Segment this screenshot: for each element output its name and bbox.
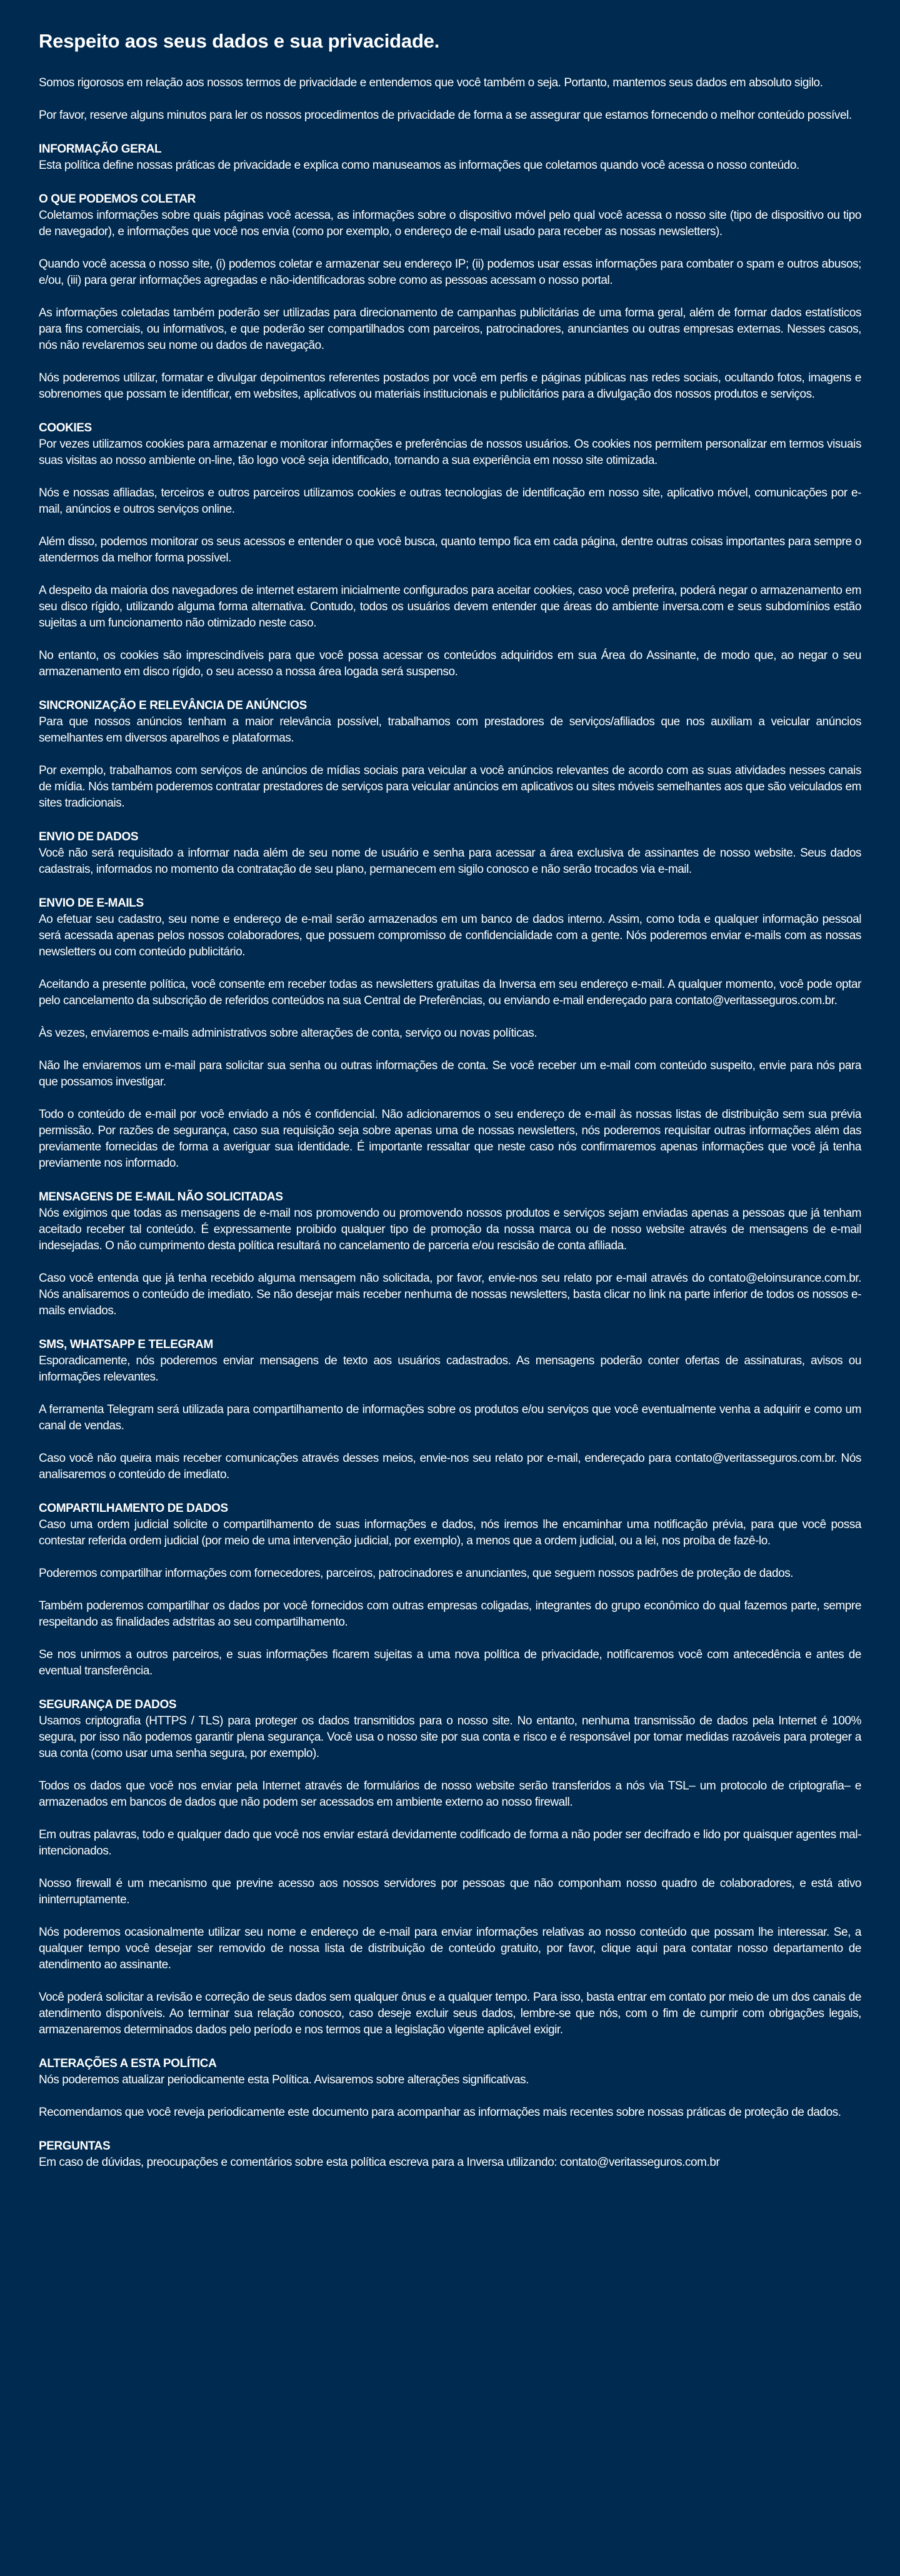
section-paragraph: Caso uma ordem judicial solicite o compartilhamento de suas informações e dados, nós iremos lhe encaminhar uma notificação prévia, para que você possa contestar referida ordem judicial (por meio de uma intervenção judicial, por exemplo), a menos que a ordem judicial, ou a lei, nos proíba de fazê-lo. bbox=[39, 1518, 861, 1547]
section-paragraph: Nós poderemos ocasionalmente utilizar seu nome e endereço de e-mail para enviar informações relativas ao nosso conteúdo que possam lhe interessar. Se, a qualquer tempo você desejar ser removido de nossa lista de distribuição de conteúdo gratuito, por favor, clique aqui para contatar nosso departamento de atendimento ao assinante. bbox=[39, 1926, 861, 1971]
section-heading: MENSAGENS DE E-MAIL NÃO SOLICITADAS bbox=[39, 1190, 283, 1204]
section-paragraph: Você poderá solicitar a revisão e correção de seus dados sem qualquer ônus e a qualquer tempo. Para isso, basta entrar em contato por meio de um dos canais de atendimento disponíveis. Ao terminar sua relação conosco, caso deseje excluir seus dados, lembre-se que nós, com o fim de cumprir com obrigações legais, armazenaremos determinados dados pelo período e nos termos que a legislação vigente aplicável exigir. bbox=[39, 1991, 861, 2036]
section-paragraph: Nós poderemos atualizar periodicamente esta Política. Avisaremos sobre alterações significativas. bbox=[39, 2073, 529, 2086]
section-paragraph: A despeito da maioria dos navegadores de internet estarem inicialmente configurados para aceitar cookies, caso você preferira, poderá negar o armazenamento em seu disco rígido, utilizando alguma forma alternativa. Contudo, todos os usuários devem entender que áreas do ambiente inversa.com e seus subdomínios estão sujeitas a um funcionamento não otimizado neste caso. bbox=[39, 584, 861, 630]
section-paragraph: Nós e nossas afiliadas, terceiros e outros parceiros utilizamos cookies e outras tecnologias de identificação em nosso site, aplicativo móvel, comunicações por e-mail, anúncios e outros serviços online. bbox=[39, 486, 861, 516]
policy-section bbox=[39, 75, 861, 124]
policy-section bbox=[39, 1337, 861, 1483]
policy-section bbox=[39, 829, 861, 878]
section-paragraph: No entanto, os cookies são imprescindíveis para que você possa acessar os conteúdos adquiridos em sua Área do Assinante, de modo que, ao negar o seu armazenamento em disco rígido, o seu acesso a nossa área logada será suspenso. bbox=[39, 649, 861, 678]
section-paragraph: Todos os dados que você nos enviar pela Internet através de formulários de nosso website serão transferidos a nós via TSL– um protocolo de criptografia– e armazenados em bancos de dados que não podem ser acessados em ambiente externo ao nosso firewall. bbox=[39, 1779, 861, 1809]
policy-section bbox=[39, 2138, 861, 2171]
section-paragraph: Em outras palavras, todo e qualquer dado que você nos enviar estará devidamente codificado de forma a não poder ser decifrado e lido por quaisquer agentes mal-intencionados. bbox=[39, 1828, 861, 1858]
section-heading: ENVIO DE DADOS bbox=[39, 830, 139, 843]
section-paragraph: Para que nossos anúncios tenham a maior relevância possível, trabalhamos com prestadores de serviços/afiliados que nos auxiliam a veicular anúncios semelhantes em diversos aparelhos e plataformas. bbox=[39, 715, 861, 745]
section-paragraph: Caso você não queira mais receber comunicações através desses meios, envie-nos seu relato por e-mail, endereçado para contato@veritasseguros.com.br. Nós analisaremos o conteúdo de imediato. bbox=[39, 1452, 861, 1481]
policy-section bbox=[39, 1189, 861, 1319]
policy-section bbox=[39, 420, 861, 680]
section-paragraph: Ao efetuar seu cadastro, seu nome e endereço de e-mail serão armazenados em um banco de dados interno. Assim, como toda e qualquer informação pessoal será acessada apenas pelos nossos colaboradores, que possuem compromisso de confidencialidade com a gente. Nós poderemos enviar e-mails com as nossas newsletters ou com conteúdo publicitário. bbox=[39, 913, 861, 958]
policy-sections bbox=[39, 75, 861, 2171]
section-heading: INFORMAÇÃO GERAL bbox=[39, 143, 162, 156]
section-paragraph: Aceitando a presente política, você consente em receber todas as newsletters gratuitas da Inversa em seu endereço e-mail. A qualquer momento, você pode optar pelo cancelamento da subscrição de referidos conteúdos na sua Central de Preferências, ou enviando e-mail endereçado para contato@veritasseguros.com.br. bbox=[39, 978, 861, 1007]
section-heading: COMPARTILHAMENTO DE DADOS bbox=[39, 1502, 228, 1515]
section-heading: COOKIES bbox=[39, 421, 92, 435]
section-paragraph: Caso você entenda que já tenha recebido alguma mensagem não solicitada, por favor, envie-nos seu relato por e-mail através do contato@eloinsurance.com.br. Nós analisaremos o conteúdo de imediato. Se não desejar mais receber nenhuma de nossas newsletters, basta clicar no link na parte inferior de todos os nossos e-mails enviados. bbox=[39, 1272, 861, 1317]
section-paragraph: Por vezes utilizamos cookies para armazenar e monitorar informações e preferências de nossos usuários. Os cookies nos permitem personalizar em termos visuais suas visitas ao nosso ambiente on-line, tão logo você seja identificado, tornando a sua experiência em nosso site otimizada. bbox=[39, 438, 861, 467]
section-paragraph: Usamos criptografia (HTTPS / TLS) para proteger os dados transmitidos para o nosso site. No entanto, nenhuma transmissão de dados pela Internet é 100% segura, por isso não podemos garantir plena segurança. Você usa o nosso site por sua conta e risco e é responsável por tomar medidas razoáveis para proteger a sua conta (como usar uma senha segura, por exemplo). bbox=[39, 1714, 861, 1760]
section-paragraph: Por favor, reserve alguns minutos para ler os nossos procedimentos de privacidade de forma a se assegurar que estamos fornecendo o melhor conteúdo possível. bbox=[39, 109, 852, 122]
section-paragraph: Também poderemos compartilhar os dados por você fornecidos com outras empresas coligadas, integrantes do grupo econômico do qual fazemos parte, sempre respeitando as finalidades adstritas ao seu compartilhamento. bbox=[39, 1599, 861, 1629]
section-paragraph: Poderemos compartilhar informações com fornecedores, parceiros, patrocinadores e anunciantes, que seguem nossos padrões de proteção de dados. bbox=[39, 1567, 794, 1580]
policy-section bbox=[39, 141, 861, 174]
section-paragraph: Recomendamos que você reveja periodicamente este documento para acompanhar as informações mais recentes sobre nossas práticas de proteção de dados. bbox=[39, 2106, 841, 2119]
section-paragraph: As informações coletadas também poderão ser utilizadas para direcionamento de campanhas publicitárias de uma forma geral, além de formar dados estatísticos para fins comerciais, ou informativos, e que poderão ser compartilhados com parceiros, patrocinadores, anunciantes ou outras empresas externas. Nesses casos, nós não revelaremos seu nome ou dados de navegação. bbox=[39, 306, 861, 352]
policy-section bbox=[39, 2056, 861, 2121]
section-paragraph: Todo o conteúdo de e-mail por você enviado a nós é confidencial. Não adicionaremos o seu endereço de e-mail às nossas listas de distribuição sem sua prévia permissão. Por razões de segurança, caso sua requisição seja sobre apenas uma de nossas newsletters, nós poderemos requisitar outras informações além das previamente fornecidas de forma a averiguar sua identidade. É importante ressaltar que neste caso nós confirmaremos apenas informações que você já tenha previamente nos informado. bbox=[39, 1108, 861, 1170]
section-paragraph: Por exemplo, trabalhamos com serviços de anúncios de mídias sociais para veicular a você anúncios relevantes de acordo com as suas atividades nesses canais de mídia. Nós também poderemos contratar prestadores de serviços para veicular anúncios em aplicativos ou sites móveis semelhantes aos que são veiculados em sites tradicionais. bbox=[39, 764, 861, 810]
section-paragraph: Esporadicamente, nós poderemos enviar mensagens de texto aos usuários cadastrados. As mensagens poderão conter ofertas de assinaturas, avisos ou informações relevantes. bbox=[39, 1354, 861, 1384]
section-paragraph: Coletamos informações sobre quais páginas você acessa, as informações sobre o dispositivo móvel pelo qual você acessa o nosso site (tipo de dispositivo ou tipo de navegador), e informações que você nos envia (como por exemplo, o endereço de e-mail usado para receber as nossas newsletters). bbox=[39, 209, 861, 238]
page-title: Respeito aos seus dados e sua privacidade. bbox=[39, 30, 440, 52]
section-paragraph: Nosso firewall é um mecanismo que previne acesso aos nossos servidores por pessoas que não componham nosso quadro de colaboradores, e está ativo ininterruptamente. bbox=[39, 1877, 861, 1906]
section-heading: ALTERAÇÕES A ESTA POLÍTICA bbox=[39, 2057, 217, 2070]
policy-section bbox=[39, 895, 861, 1172]
section-paragraph: A ferramenta Telegram será utilizada para compartilhamento de informações sobre os produtos e/ou serviços que você eventualmente venha a adquirir e como um canal de vendas. bbox=[39, 1403, 861, 1432]
section-heading: SEGURANÇA DE DADOS bbox=[39, 1698, 177, 1711]
section-paragraph: Além disso, podemos monitorar os seus acessos e entender o que você busca, quanto tempo fica em cada página, dentre outras coisas importantes para sempre o atendermos da melhor forma possível. bbox=[39, 535, 861, 565]
section-paragraph: Somos rigorosos em relação aos nossos termos de privacidade e entendemos que você também o seja. Portanto, mantemos seus dados em absoluto sigilo. bbox=[39, 76, 823, 89]
section-heading: SINCRONIZAÇÃO E RELEVÂNCIA DE ANÚNCIOS bbox=[39, 699, 307, 712]
section-paragraph: Esta política define nossas práticas de privacidade e explica como manuseamos as informações que coletamos quando você acessa o nosso conteúdo. bbox=[39, 159, 799, 172]
section-paragraph: Em caso de dúvidas, preocupações e comentários sobre esta política escreva para a Inversa utilizando: contato@veritasseguros.com.br bbox=[39, 2156, 720, 2169]
section-paragraph: Não lhe enviaremos um e-mail para solicitar sua senha ou outras informações de conta. Se você receber um e-mail com conteúdo suspeito, envie para nós para que possamos investigar. bbox=[39, 1059, 861, 1089]
section-paragraph: Nós exigimos que todas as mensagens de e-mail nos promovendo ou promovendo nossos produtos e serviços sejam enviadas apenas a pessoas que já tenham aceitado receber tal conteúdo. É expressamente proibido qualquer tipo de promoção da nossa marca ou de nosso website através de mensagens de e-mail indesejadas. O não cumprimento desta política resultará no cancelamento de parceria e/ou rescisão de conta afiliada. bbox=[39, 1207, 861, 1252]
section-paragraph: Se nos unirmos a outros parceiros, e suas informações ficarem sujeitas a uma nova política de privacidade, notificaremos você com antecedência e antes de eventual transferência. bbox=[39, 1648, 861, 1678]
policy-section bbox=[39, 1501, 861, 1679]
section-paragraph: Você não será requisitado a informar nada além de seu nome de usuário e senha para acessar a área exclusiva de assinantes de nosso website. Seus dados cadastrais, informados no momento da contratação de seu plano, permanecem em sigilo conosco e não serão trocados via e-mail. bbox=[39, 847, 861, 876]
section-heading: PERGUNTAS bbox=[39, 2140, 111, 2153]
section-paragraph: Nós poderemos utilizar, formatar e divulgar depoimentos referentes postados por você em perfis e páginas públicas nas redes sociais, ocultando fotos, imagens e sobrenomes que possam te identificar, em websites, aplicativos ou materiais institucionais e publicitários para a divulgação dos nossos produtos e serviços. bbox=[39, 371, 861, 401]
policy-section bbox=[39, 698, 861, 812]
section-paragraph: Às vezes, enviaremos e-mails administrativos sobre alterações de conta, serviço ou novas políticas. bbox=[39, 1027, 538, 1040]
section-heading: O QUE PODEMOS COLETAR bbox=[39, 193, 196, 206]
section-paragraph: Quando você acessa o nosso site, (i) podemos coletar e armazenar seu endereço IP; (ii) podemos usar essas informações para combater o spam e outros abusos; e/ou, (iii) para gerar informações agregadas e não-identificadoras sobre como as pessoas acessam o nosso portal. bbox=[39, 258, 861, 287]
policy-section bbox=[39, 1697, 861, 2038]
policy-section bbox=[39, 191, 861, 403]
section-heading: ENVIO DE E-MAILS bbox=[39, 897, 144, 910]
section-heading: SMS, WHATSAPP E TELEGRAM bbox=[39, 1338, 213, 1351]
